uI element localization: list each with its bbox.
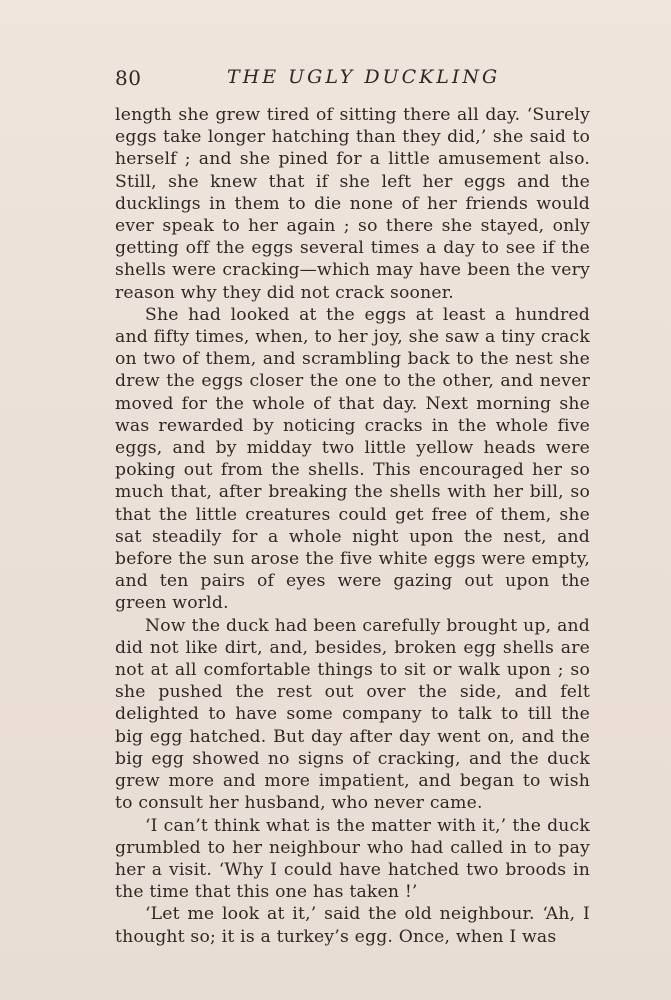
page-header bbox=[115, 66, 590, 96]
body-text bbox=[115, 104, 590, 948]
paragraph: She had looked at the eggs at least a hundred and fifty times, when, to her joy, she saw a tiny crack on two of them, and scrambling back to the nest she drew the eggs closer the one to the other, and never moved for the whole of that day. Next morning she was rewarded by noticing cracks in the whole five eggs, and by midday two little yellow heads were poking out from the shells. This encouraged her so much that, after breaking the shells with her bill, so that the little creatures could get free of them, she sat steadily for a whole night upon the nest, and before the sun arose the five white eggs were empty, and ten pairs of eyes were gazing out upon the green world. bbox=[115, 304, 590, 614]
page-number: 80 bbox=[115, 66, 142, 90]
paragraph: ‘Let me look at it,’ said the old neighbour. ‘Ah, I thought so; it is a turkey’s egg. Once, when I was bbox=[115, 904, 590, 947]
paragraph: length she grew tired of sitting there all day. ‘Surely eggs take longer hatching than they did,’ she said to herself ; and she pined for a little amusement also. Still, she knew that if she left her eggs and the ducklings in them to die none of her friends would ever speak to her again ; so there she stayed, only getting off the eggs several times a day to see if the shells were cracking—which may have been the very reason why they did not crack sooner. bbox=[115, 105, 590, 303]
paragraph: Now the duck had been carefully brought up, and did not like dirt, and, besides, broken egg shells are not at all comfortable things to sit or walk upon ; so she pushed the rest out over the side, and felt delighted to have some company to talk to till the big egg hatched. But day after day went on, and the big egg showed no signs of cracking, and the duck grew more and more impatient, and began to wish to consult her husband, who never came. bbox=[115, 615, 590, 814]
running-title: THE UGLY DUCKLING bbox=[227, 66, 501, 88]
paragraph: ‘I can’t think what is the matter with it,’ the duck grumbled to her neighbour who had called in to pay her a visit. ‘Why I could have hatched two broods in the time that this one has taken !’ bbox=[115, 815, 590, 903]
